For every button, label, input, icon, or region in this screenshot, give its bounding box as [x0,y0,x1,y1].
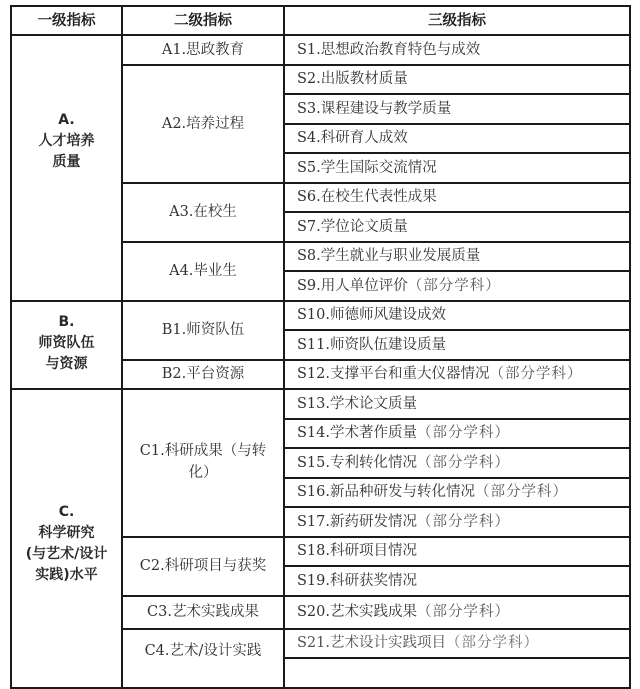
level3-cell [284,242,630,272]
level3-cell [284,629,630,659]
level2-cell [122,629,284,688]
level3-text: S10.师德师风建设成效 [297,307,446,324]
level3-text: S21.艺术设计实践项目 [297,635,446,652]
table-row [11,301,630,331]
level3-cell [284,212,630,242]
level2-label: C4.艺术/设计实践 [144,642,262,659]
level1-code: A. [58,112,75,128]
level3-cell [284,478,630,508]
level3-note: （部分学科） [417,604,510,620]
level1-code: B. [58,313,75,330]
level3-note: （部分学科） [407,277,501,294]
level3-text: S5.学生国际交流情况 [297,159,437,176]
level1-label-line: 质量 [52,154,81,170]
level3-cell [284,330,630,360]
level3-text: S13.学术论文质量 [297,395,417,412]
level3-text: S8.学生就业与职业发展质量 [297,248,481,265]
level3-text: S3.课程建设与教学质量 [297,100,452,117]
level3-text: S15.专利转化情况 [297,454,417,471]
level2-cell [122,389,284,537]
level3-text: S17.新药研发情况 [297,513,417,530]
level3-cell [284,448,630,478]
level3-text: S18.科研项目情况 [297,543,417,560]
level3-cell [284,419,630,449]
header-row [11,6,630,35]
level3-note: （部分学科） [417,513,510,530]
level2-cell: C3.艺术实践成果 [122,596,284,629]
level3-cell [284,596,630,629]
level3-note: （部分学科） [417,425,510,442]
level2-cell: A2.培养过程 [122,65,284,183]
level3-text: S6.在校生代表性成果 [297,189,437,206]
level3-text: S11.师资队伍建设质量 [297,336,446,353]
level2-cell: B1.师资队伍 [122,301,284,360]
level2-cell: C2.科研项目与获奖 [122,537,284,596]
level3-text: S9.用人单位评价 [297,277,408,294]
level3-text: S2.出版教材质量 [297,71,408,88]
level3-cell [284,658,630,688]
level1-label-line: 师资队伍 [38,334,95,351]
level2-cell: A3.在校生 [122,183,284,242]
level1-cell-a [11,35,122,301]
level3-cell [284,271,630,301]
level3-cell [284,566,630,596]
level2-cell: A1.思政教育 [122,35,284,65]
level2-cell: B2.平台资源 [122,360,284,390]
level3-cell [284,537,630,567]
level3-cell [284,183,630,213]
level1-label-line: 与资源 [45,355,88,372]
level3-text: S1.思想政治教育特色与成效 [297,41,481,58]
level2-label-line: 化） [188,465,218,481]
level3-note: （部分学科） [446,635,539,652]
level3-cell [284,360,630,390]
level3-text: S7.学位论文质量 [297,218,408,235]
level3-text: S19.科研获奖情况 [297,572,417,589]
level3-text: S14.学术著作质量 [297,425,417,442]
level1-label-line: 人才培养 [38,133,95,149]
level3-note: （部分学科） [475,484,568,501]
level3-text: S20.艺术实践成果 [297,604,417,620]
level3-cell [284,507,630,537]
level3-text: S4.科研育人成效 [297,130,408,147]
level3-cell [284,94,630,124]
level3-text: S12.支撑平台和重大仪器情况 [297,366,490,383]
level1-label-line: (与艺术/设计 [25,546,108,562]
level3-cell [284,65,630,95]
level3-note: （部分学科） [489,366,583,383]
table-row [11,35,630,65]
level2-label-line: C1.科研成果（与转 [139,443,267,459]
level1-code: C. [58,504,75,520]
evaluation-indicator-table [10,5,631,689]
header-level2: 二级指标 [122,6,284,35]
level1-label-line: 科学研究 [38,525,95,541]
level3-cell [284,35,630,65]
level1-cell-c [11,389,122,688]
header-level1: 一级指标 [11,6,122,35]
level3-cell [284,124,630,154]
level1-cell-b [11,301,122,390]
level2-cell: A4.毕业生 [122,242,284,301]
level3-cell [284,389,630,419]
level3-cell [284,153,630,183]
level3-text: S16.新品种研发与转化情况 [297,484,475,501]
level3-note: （部分学科） [417,454,510,471]
level3-cell [284,301,630,331]
level1-label-line: 实践)水平 [35,567,98,583]
table-row [11,389,630,419]
header-level3: 三级指标 [284,6,630,35]
indicator-table-container [10,5,629,689]
